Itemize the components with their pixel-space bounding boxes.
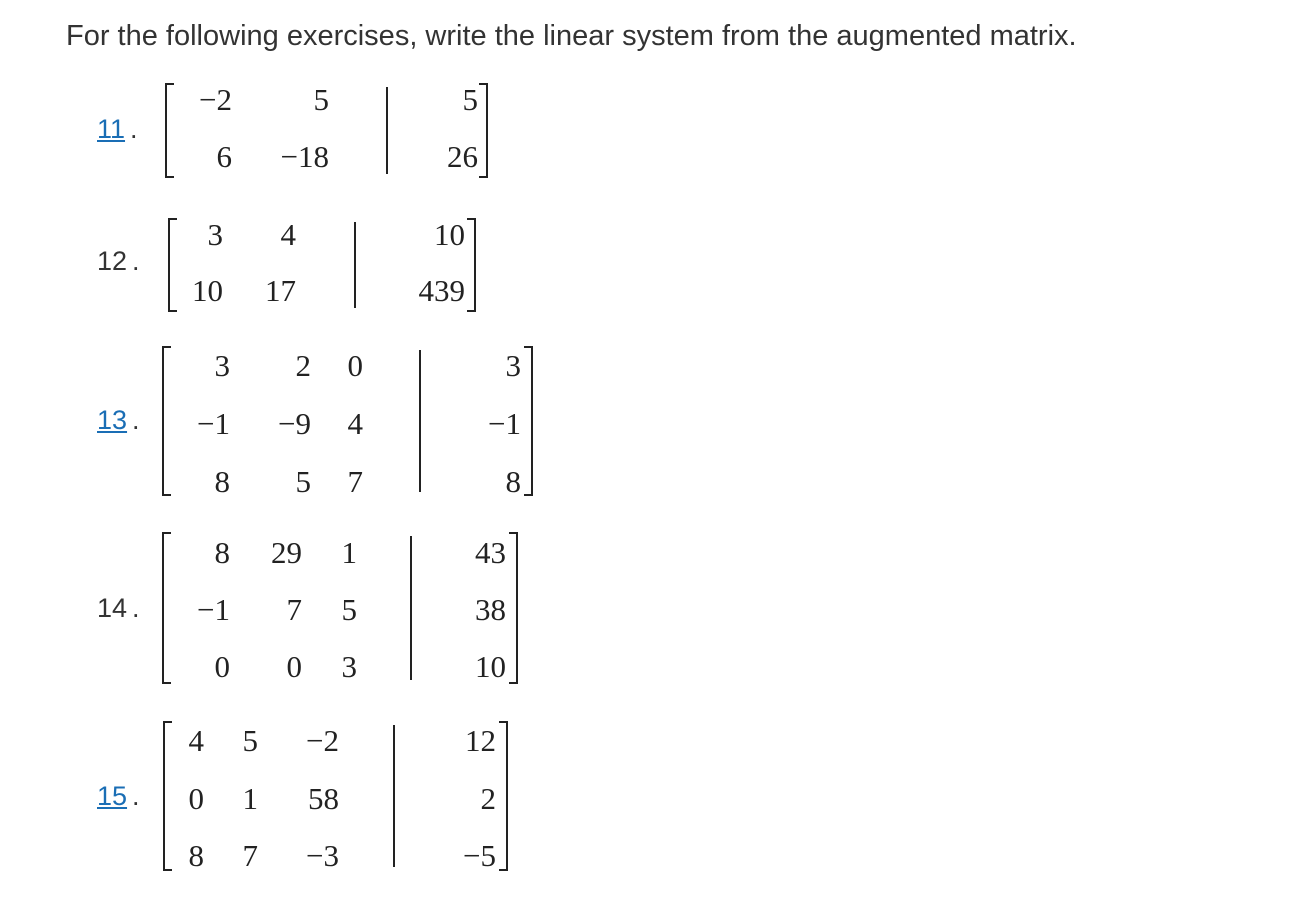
- matrix-entry: 0: [214, 649, 230, 684]
- augment-divider: [393, 725, 395, 867]
- matrix-entry: 7: [242, 838, 258, 873]
- constant-entry: 38: [475, 592, 506, 627]
- instructions-text: For the following exercises, write the linear system from the augmented matrix.: [66, 20, 1077, 52]
- matrix-entry: 8: [214, 535, 230, 570]
- constant-entry: 2: [480, 781, 496, 816]
- matrix-entry: 1: [341, 535, 357, 570]
- matrix-entry: 10: [192, 273, 223, 308]
- constant-entry: 26: [447, 139, 478, 174]
- matrix-entry: −18: [280, 139, 329, 174]
- matrix-entry: 29: [271, 535, 302, 570]
- constant-entry: 5: [462, 82, 478, 117]
- exercise-number-label: [97, 593, 140, 624]
- exercise-number-separator: .: [132, 593, 140, 623]
- matrix-entry: −1: [197, 592, 230, 627]
- left-bracket: [168, 218, 177, 312]
- exercise-number-separator: .: [132, 781, 140, 811]
- right-bracket: [499, 721, 508, 871]
- matrix-entry: 4: [280, 217, 296, 252]
- matrix-entry: −9: [278, 406, 311, 441]
- constant-entry: 439: [418, 273, 465, 308]
- exercise-number-label: [97, 246, 140, 277]
- matrix-entry: 8: [188, 838, 204, 873]
- matrix-entry: 2: [295, 348, 311, 383]
- constant-entry: −1: [488, 406, 521, 441]
- matrix-entry: 0: [347, 348, 363, 383]
- right-bracket: [524, 346, 533, 496]
- exercise-number-link[interactable]: 15: [97, 781, 128, 811]
- augment-divider: [410, 536, 412, 680]
- exercise-number-label: [97, 114, 138, 145]
- left-bracket: [162, 346, 171, 496]
- exercise-number: 12: [97, 246, 128, 276]
- right-bracket: [509, 532, 518, 684]
- constant-entry: 3: [505, 348, 521, 383]
- left-bracket: [163, 721, 172, 871]
- exercise-number-link[interactable]: 13: [97, 405, 128, 435]
- constant-entry: 12: [465, 723, 496, 758]
- matrix-entry: 5: [313, 82, 329, 117]
- matrix-entry: 7: [286, 592, 302, 627]
- exercise-number-label: [97, 405, 140, 436]
- right-bracket: [467, 218, 476, 312]
- augment-divider: [386, 87, 388, 174]
- matrix-entry: 1: [242, 781, 258, 816]
- augment-divider: [354, 222, 356, 308]
- exercise-number-separator: .: [130, 114, 138, 144]
- right-bracket: [479, 83, 488, 178]
- matrix-entry: 6: [216, 139, 232, 174]
- matrix-entry: −2: [199, 82, 232, 117]
- matrix-entry: 5: [295, 464, 311, 499]
- constant-entry: −5: [463, 838, 496, 873]
- exercise-number-label: [97, 781, 140, 812]
- exercise-number-separator: .: [132, 405, 140, 435]
- left-bracket: [165, 83, 174, 178]
- constant-entry: 10: [434, 217, 465, 252]
- exercise-number: 14: [97, 593, 128, 623]
- constant-entry: 43: [475, 535, 506, 570]
- matrix-entry: 5: [242, 723, 258, 758]
- matrix-entry: −3: [306, 838, 339, 873]
- left-bracket: [162, 532, 171, 684]
- matrix-entry: −1: [197, 406, 230, 441]
- matrix-entry: 3: [207, 217, 223, 252]
- matrix-entry: 17: [265, 273, 296, 308]
- exercise-number-separator: .: [132, 246, 140, 276]
- matrix-entry: 4: [188, 723, 204, 758]
- matrix-entry: 3: [214, 348, 230, 383]
- exercise-number-link[interactable]: 11: [97, 114, 126, 144]
- matrix-entry: −2: [306, 723, 339, 758]
- matrix-entry: 5: [341, 592, 357, 627]
- matrix-entry: 8: [214, 464, 230, 499]
- constant-entry: 10: [475, 649, 506, 684]
- matrix-entry: 58: [308, 781, 339, 816]
- constant-entry: 8: [505, 464, 521, 499]
- matrix-entry: 7: [347, 464, 363, 499]
- augment-divider: [419, 350, 421, 492]
- matrix-entry: 3: [341, 649, 357, 684]
- matrix-entry: 0: [188, 781, 204, 816]
- matrix-entry: 0: [286, 649, 302, 684]
- matrix-entry: 4: [347, 406, 363, 441]
